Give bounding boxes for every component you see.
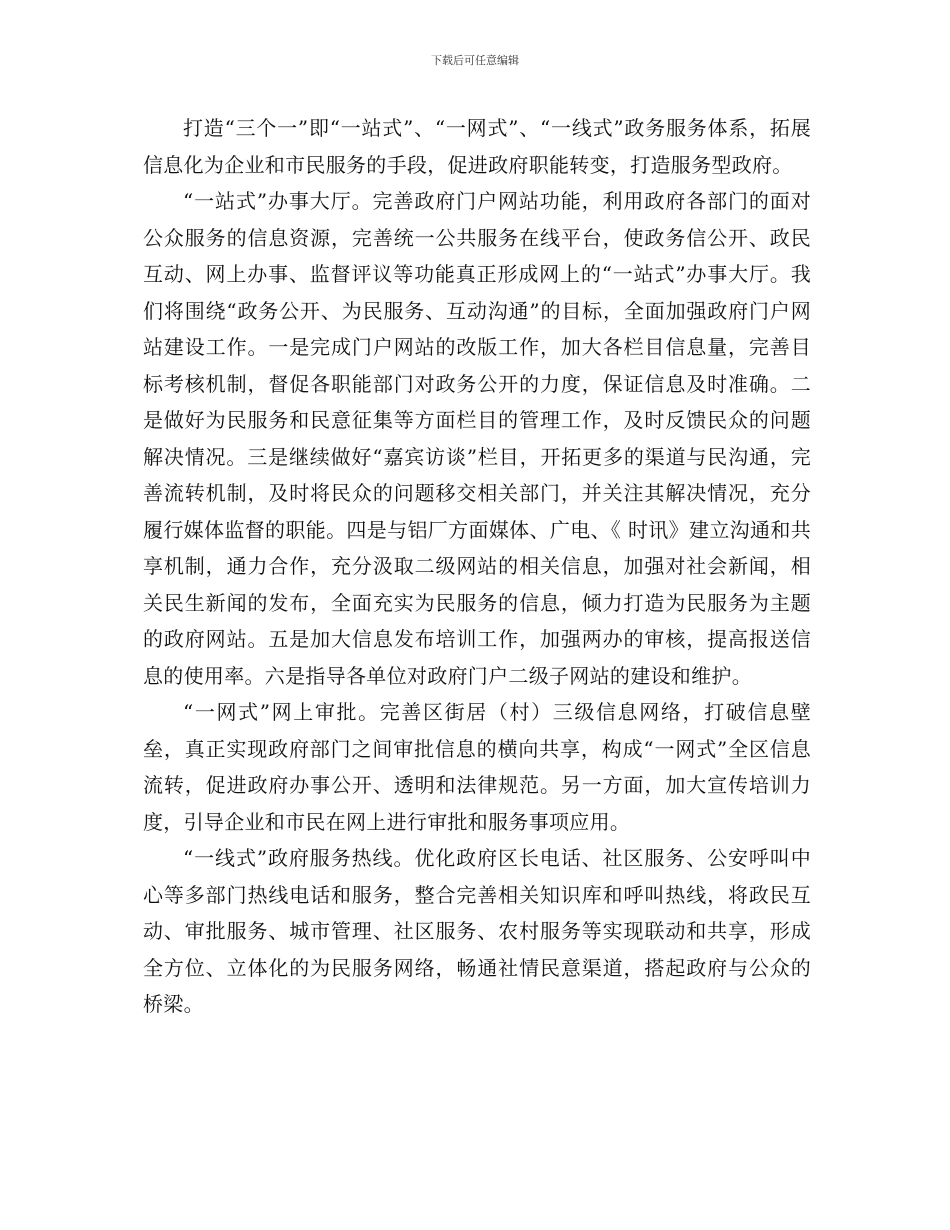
paragraph-one-line-hotline: “一线式”政府服务热线。优化政府区长电话、社区服务、公安呼叫中心等多部门热线电话和服务，整合完善相关知识库和呼叫热线，将政民互动、审批服务、城市管理、社区服务、农村服务等实现联动和共享，形成全方位、立体化的为民服务网络，畅通社情民意渠道，搭起政府与公众的桥梁。 xyxy=(143,846,811,1016)
document-body xyxy=(143,110,811,1023)
paragraph-one-network-approval: “一网式”网上审批。完善区街居（村）三级信息网络，打破信息壁垒，真正实现政府部门之间审批信息的横向共享，构成“一网式”全区信息流转，促进政府办事公开、透明和法律规范。另一方面，加大宣传培训力度，引导企业和市民在网上进行审批和服务事项应用。 xyxy=(143,700,811,834)
paragraph-one-stop-hall: “一站式”办事大厅。完善政府门户网站功能，利用政府各部门的面对公众服务的信息资源，完善统一公共服务在线平台，使政务信公开、政民互动、网上办事、监督评议等功能真正形成网上的“一站式”办事大厅。我们将围绕“政务公开、为民服务、互动沟通”的目标，全面加强政府门户网站建设工作。一是完成门户网站的改版工作，加大各栏目信息量，完善目标考核机制，督促各职能部门对政务公开的力度，保证信息及时准确。二是做好为民服务和民意征集等方面栏目的管理工作，及时反馈民众的问题解决情况。三是继续做好“嘉宾访谈”栏目，开拓更多的渠道与民沟通，完善流转机制，及时将民众的问题移交相关部门，并关注其解决情况，充分履行媒体监督的职能。四是与铝厂方面媒体、广电、《 时讯》建立沟通和共享机制，通力合作，充分汲取二级网站的相关信息，加强对社会新闻，相关民生新闻的发布，全面充实为民服务的信息，倾力打造为民服务为主题的政府网站。五是加大信息发布培训工作，加强两办的审核，提高报送信息的使用率。六是指导各单位对政府门户二级子网站的建设和维护。 xyxy=(143,189,811,688)
paragraph-intro: 打造“三个一”即“一站式”、“一网式”、“一线式”政务服务体系，拓展信息化为企业和市民服务的手段，促进政府职能转变，打造服务型政府。 xyxy=(143,116,811,177)
page-header-note: 下载后可任意编辑 xyxy=(431,54,519,67)
